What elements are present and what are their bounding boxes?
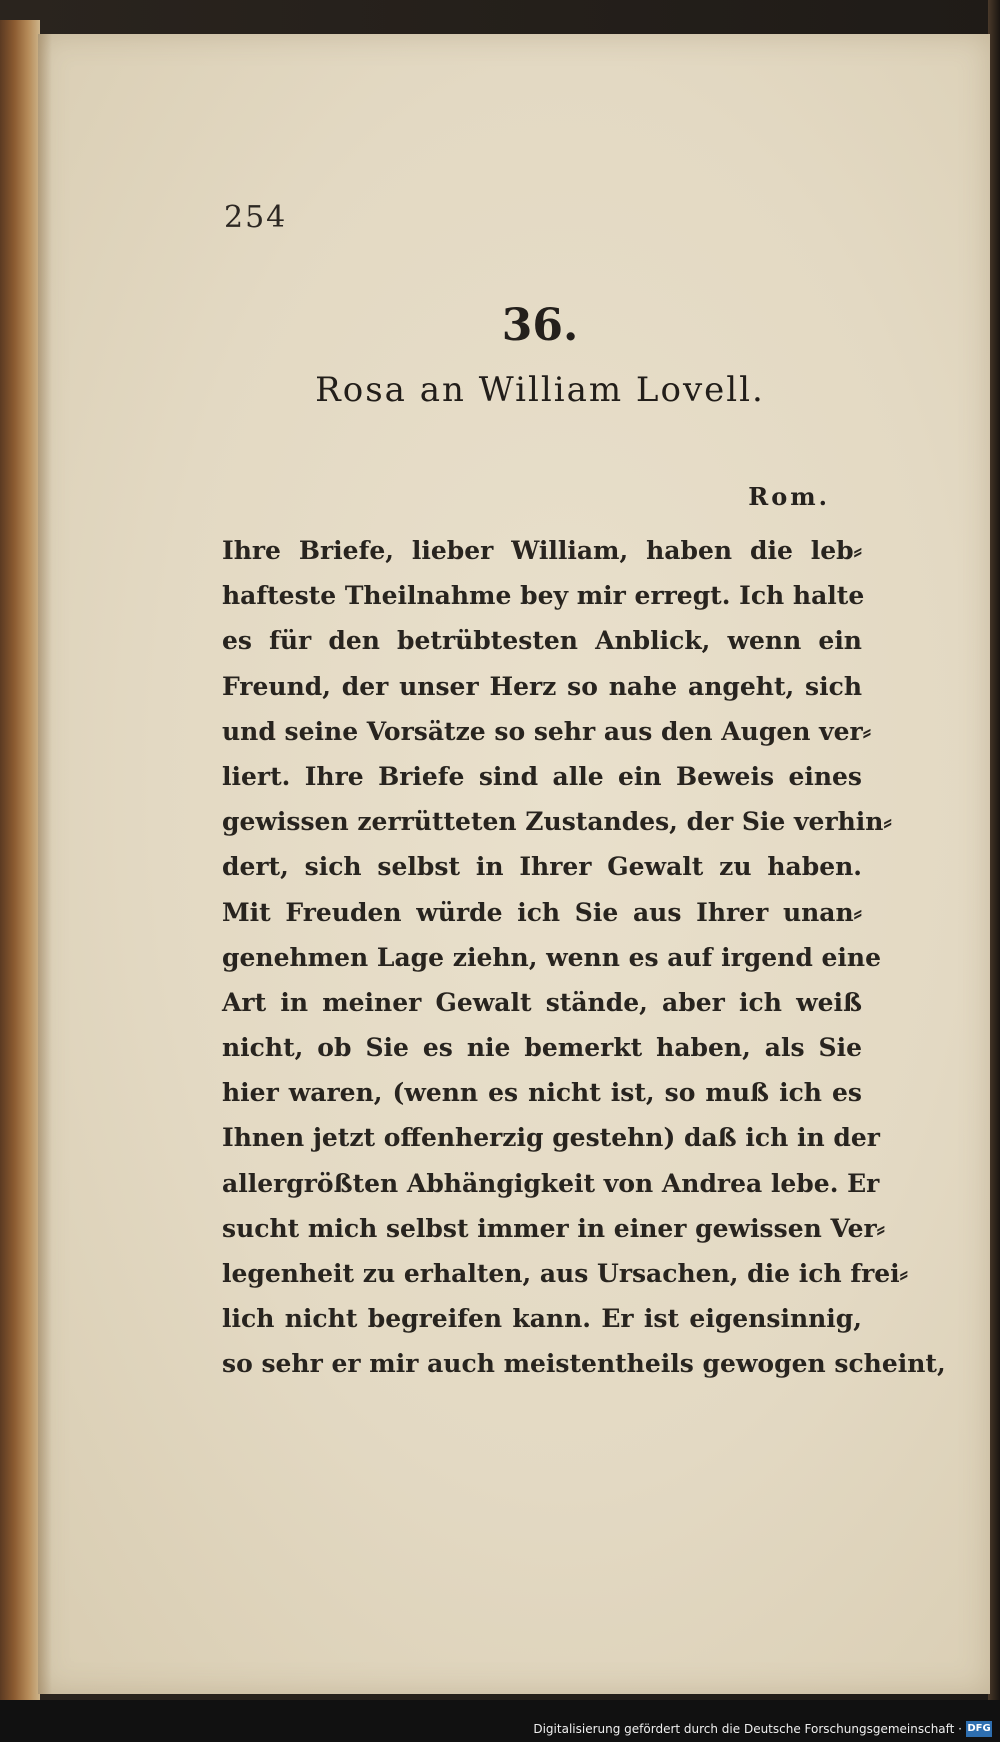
text-line: lich nicht begreifen kann. Er ist eigensinnig,: [222, 1304, 862, 1334]
text-line: allergrößten Abhängigkeit von Andrea lebe. Er: [222, 1168, 880, 1198]
page-fold-shadow: [38, 34, 52, 1694]
text-line: so sehr er mir auch meistentheils gewogen scheint,: [222, 1349, 946, 1379]
text-line: liert. Ihre Briefe sind alle ein Beweis eines: [222, 761, 862, 791]
text-line: dert, sich selbst in Ihrer Gewalt zu haben.: [222, 852, 862, 882]
text-line: und seine Vorsätze so sehr aus den Augen ver⸗: [222, 716, 872, 746]
text-line: Ihre Briefe, lieber William, haben die leb⸗: [222, 536, 862, 565]
dfg-logo: DFG: [966, 1721, 992, 1737]
letter-place: Rom.: [748, 482, 830, 511]
text-line: nicht, ob Sie es nie bemerkt haben, als Sie: [222, 1033, 862, 1063]
text-line: legenheit zu erhalten, aus Ursachen, die ich frei⸗: [222, 1259, 908, 1288]
text-line: es für den betrübtesten Anblick, wenn ein: [222, 626, 862, 656]
digitization-credit: Digitalisierung gefördert durch die Deutsche Forschungsgemeinschaft ·: [533, 1722, 962, 1736]
letter-title: Rosa an William Lovell.: [315, 370, 765, 410]
text-line: Art in meiner Gewalt stände, aber ich weiß: [222, 987, 862, 1017]
text-line: genehmen Lage ziehn, wenn es auf irgend eine: [222, 942, 882, 972]
page-number: 254: [224, 200, 288, 235]
text-line: sucht mich selbst immer in einer gewissen Ver⸗: [222, 1213, 886, 1243]
letter-body: [222, 528, 946, 1387]
text-line: gewissen zerrütteten Zustandes, der Sie verhin⸗: [222, 807, 892, 837]
text-line: Mit Freuden würde ich Sie aus Ihrer unan⸗: [222, 897, 862, 927]
text-line: hier waren, (wenn es nicht ist, so muß ich es: [222, 1078, 862, 1108]
book-block-edge: [0, 20, 40, 1700]
text-line: Freund, der unser Herz so nahe angeht, sich: [222, 671, 862, 701]
text-line: hafteste Theilnahme bey mir erregt. Ich halte: [222, 581, 865, 611]
text-line: Ihnen jetzt offenherzig gestehn) daß ich in der: [222, 1123, 880, 1153]
letter-number: 36.: [501, 300, 579, 351]
